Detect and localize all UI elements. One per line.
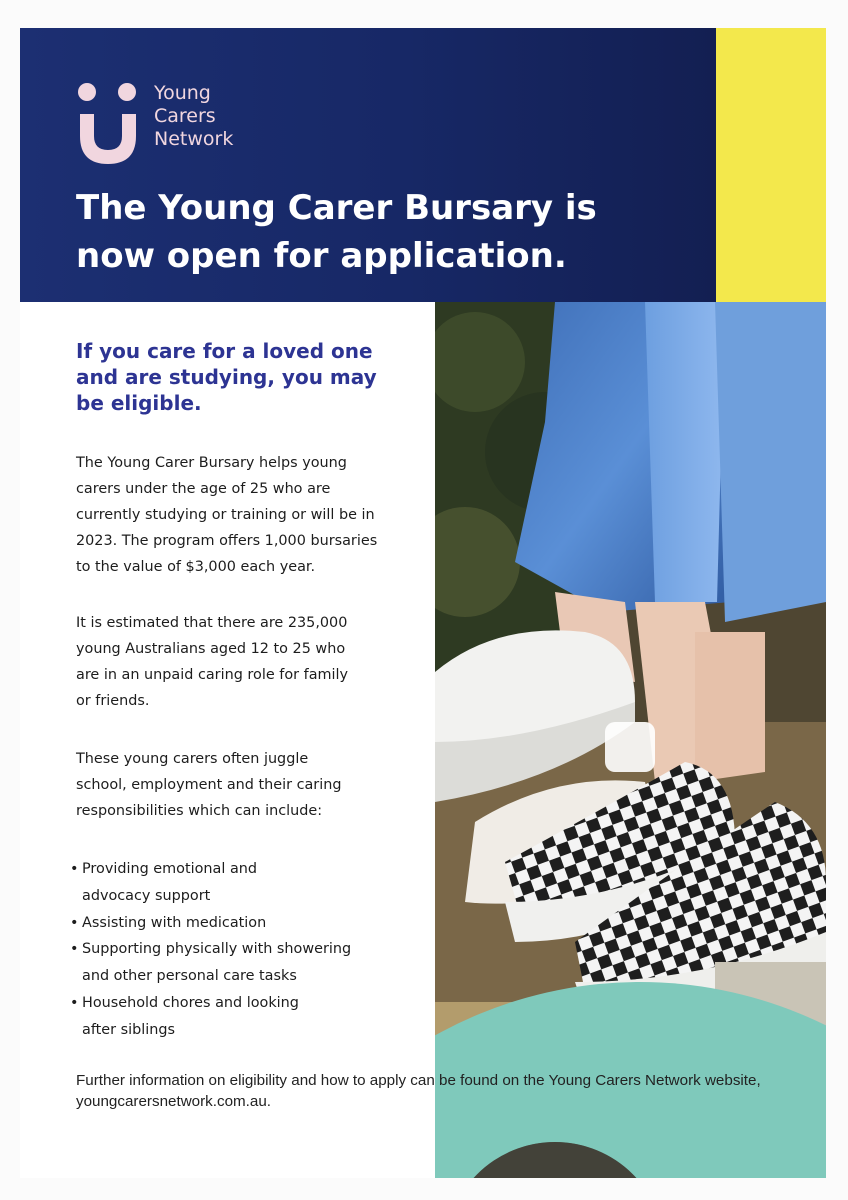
paragraph-line: to the value of $3,000 each year. bbox=[76, 559, 316, 575]
smiley-u-icon bbox=[76, 80, 140, 170]
title-line: now open for application. bbox=[76, 236, 567, 276]
flyer-page bbox=[20, 28, 826, 1178]
website-link[interactable]: youngcarersnetwork.com.au. bbox=[76, 1093, 271, 1110]
brand-name-line: Network bbox=[154, 128, 234, 150]
page-title bbox=[76, 184, 696, 280]
list-item-line: • Supporting physically with showering bbox=[82, 941, 352, 958]
brand-logo bbox=[76, 80, 276, 170]
paragraph-line: currently studying or training or will be in bbox=[76, 507, 375, 523]
heading-line: be eligible. bbox=[76, 391, 202, 415]
paragraph-line: 2023. The program offers 1,000 bursaries bbox=[76, 533, 378, 549]
paragraph-line: These young carers often juggle bbox=[76, 751, 309, 767]
brand-name-line: Young bbox=[154, 82, 211, 104]
eligibility-heading bbox=[76, 338, 416, 416]
header-banner bbox=[20, 28, 716, 302]
title-line: The Young Carer Bursary is bbox=[76, 188, 597, 228]
list-item bbox=[70, 856, 390, 910]
paragraph-line: carers under the age of 25 who are bbox=[76, 481, 331, 497]
list-item-line: • Household chores and looking bbox=[82, 994, 299, 1011]
paragraph-line: school, employment and their caring bbox=[76, 777, 342, 793]
paragraph-line: are in an unpaid caring role for family bbox=[76, 667, 349, 683]
paragraph-line: young Australians aged 12 to 25 who bbox=[76, 641, 346, 657]
brand-name bbox=[154, 82, 274, 151]
responsibilities-list bbox=[70, 856, 390, 1044]
list-item-line: • Providing emotional and bbox=[82, 861, 258, 877]
further-info-text bbox=[76, 1070, 796, 1112]
footer-line: Further information on eligibility and how to apply can be found on the Young Carers Network website, bbox=[76, 1072, 761, 1089]
list-item-line: advocacy support bbox=[82, 887, 211, 904]
paragraph-line: responsibilities which can include: bbox=[76, 803, 323, 819]
list-item bbox=[70, 910, 390, 937]
list-item-line: after siblings bbox=[82, 1021, 175, 1038]
heading-line: If you care for a loved one bbox=[76, 339, 373, 363]
paragraph-line: It is estimated that there are 235,000 bbox=[76, 615, 348, 631]
brand-name-line: Carers bbox=[154, 105, 216, 127]
list-item bbox=[70, 936, 390, 990]
bursary-description bbox=[76, 450, 406, 580]
paragraph-line: The Young Carer Bursary helps young bbox=[76, 455, 347, 471]
photo-feet-shoes bbox=[435, 302, 826, 1178]
responsibilities-intro bbox=[76, 746, 406, 824]
list-item-line: • Assisting with medication bbox=[82, 914, 267, 931]
list-item bbox=[70, 990, 390, 1044]
statistics-paragraph bbox=[76, 610, 406, 714]
list-item-line: and other personal care tasks bbox=[82, 968, 297, 985]
paragraph-line: or friends. bbox=[76, 693, 150, 709]
heading-line: and are studying, you may bbox=[76, 365, 377, 389]
